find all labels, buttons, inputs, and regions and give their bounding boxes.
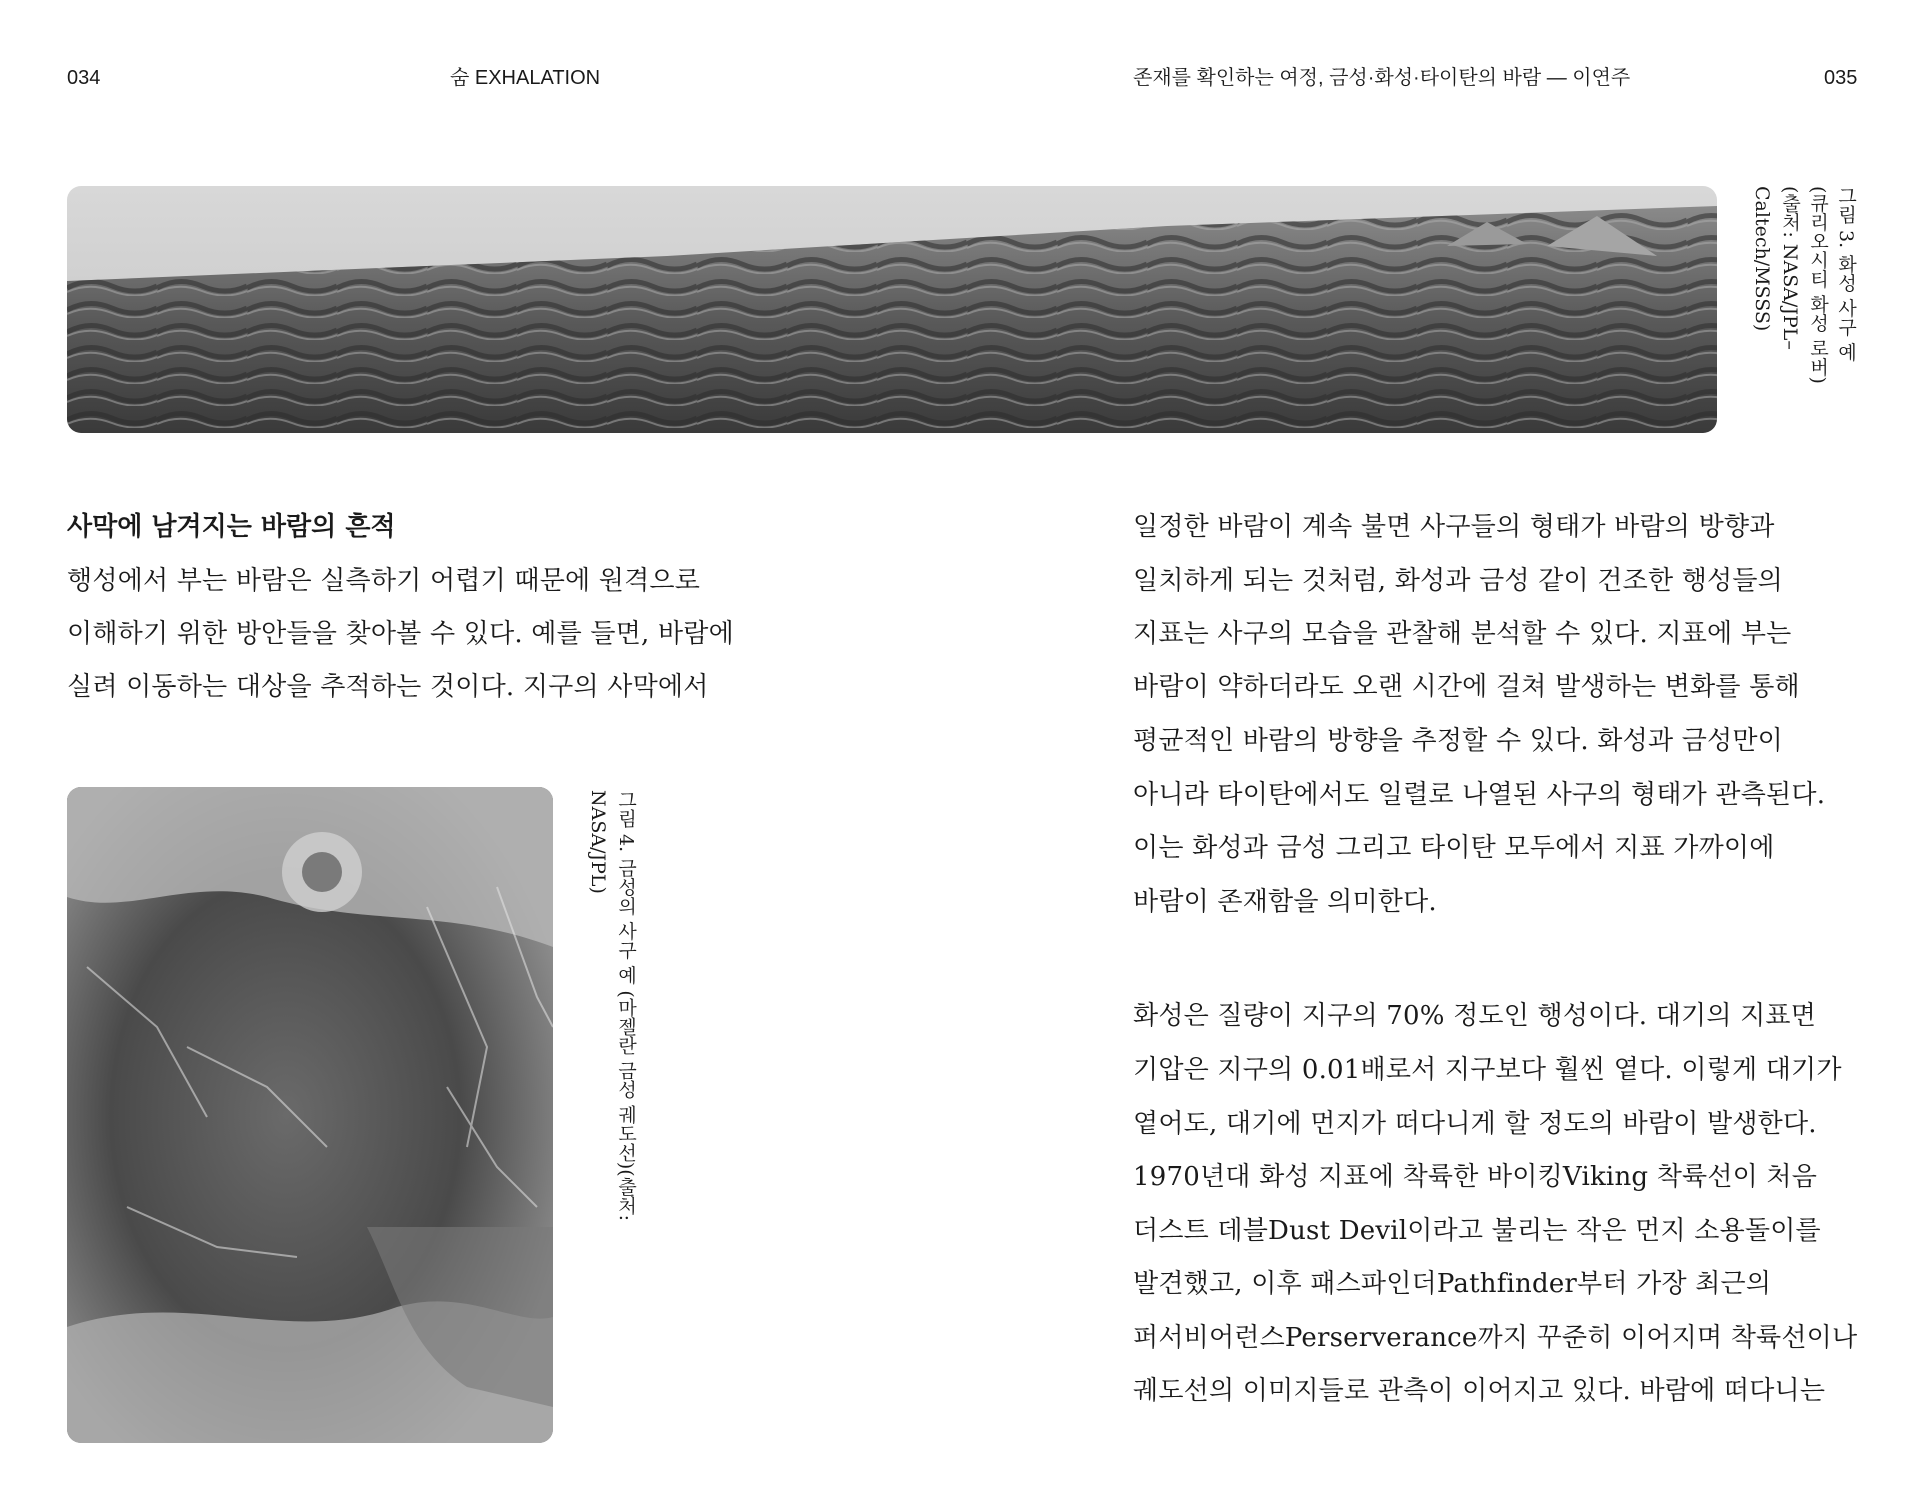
figure-3-caption-line-2: (큐리오시티 화성 로버) <box>1807 186 1829 384</box>
right-body-line: 지표는 사구의 모습을 관찰해 분석할 수 있다. 지표에 부는 <box>1133 619 1792 649</box>
right-body-line: 바람이 존재함을 의미한다. <box>1133 887 1437 917</box>
right-running-title: 존재를 확인하는 여정, 금성·화성·타이탄의 바람 — 이연주 <box>1133 67 1631 89</box>
right-body-line: 발견했고, 이후 패스파인더Pathfinder부터 가장 최근의 <box>1133 1269 1772 1299</box>
right-body-line: 퍼서비어런스Perserverance까지 꾸준히 이어지며 착륙선이나 <box>1133 1323 1858 1353</box>
right-page-number: 035 <box>1824 67 1858 89</box>
right-body-line: 일정한 바람이 계속 불면 사구들의 형태가 바람의 방향과 <box>1133 512 1775 542</box>
left-page-number: 034 <box>67 67 101 89</box>
figure-3-caption-line-3: (출처: NASA/JPL– <box>1779 186 1801 350</box>
figure-4-caption: 그림 4. 금성의 사구 예 (마젤란 금성 궤도선)(출처: NASA/JPL) <box>587 790 637 1222</box>
right-body-line: 일치하게 되는 것처럼, 화성과 금성 같이 건조한 행성들의 <box>1133 566 1783 596</box>
venus-dunes-photo <box>67 787 553 1443</box>
right-body-line: 아니라 타이탄에서도 일렬로 나열된 사구의 형태가 관측된다. <box>1133 780 1826 810</box>
right-body-line: 궤도선의 이미지들로 관측이 이어지고 있다. 바람에 떠다니는 <box>1133 1376 1826 1406</box>
right-body-line: 이는 화성과 금성 그리고 타이탄 모두에서 지표 가까이에 <box>1133 833 1775 863</box>
left-body-line: 행성에서 부는 바람은 실측하기 어렵기 때문에 원격으로 <box>67 566 701 596</box>
left-body-line: 실려 이동하는 대상을 추적하는 것이다. 지구의 사막에서 <box>67 672 709 702</box>
figure-3-caption <box>1748 186 1860 386</box>
right-body-line: 옅어도, 대기에 먼지가 떠다니게 할 정도의 바람이 발생한다. <box>1133 1109 1817 1139</box>
section-heading: 사막에 남겨지는 바람의 흔적 <box>67 512 396 542</box>
right-body-line: 1970년대 화성 지표에 착륙한 바이킹Viking 착륙선이 처음 <box>1133 1162 1818 1192</box>
left-running-title: 숨 EXHALATION <box>450 67 601 89</box>
right-body-line: 평균적인 바람의 방향을 추정할 수 있다. 화성과 금성만이 <box>1133 726 1783 756</box>
right-body-line: 기압은 지구의 0.01배로서 지구보다 훨씬 옅다. 이렇게 대기가 <box>1133 1055 1842 1085</box>
left-body-line: 이해하기 위한 방안들을 찾아볼 수 있다. 예를 들면, 바람에 <box>67 619 734 649</box>
mars-dunes-photo <box>67 186 1717 433</box>
right-body-line: 더스트 데블Dust Devil이라고 불리는 작은 먼지 소용돌이를 <box>1133 1216 1821 1246</box>
right-body-line: 바람이 약하더라도 오랜 시간에 걸쳐 발생하는 변화를 통해 <box>1133 672 1800 702</box>
figure-3-caption-line-1: 그림 3. 화성 사구 예 <box>1835 186 1857 362</box>
figure-3-caption-line-4: Caltech/MSSS) <box>1751 186 1773 332</box>
right-body-line: 화성은 질량이 지구의 70% 정도인 행성이다. 대기의 지표면 <box>1133 1001 1817 1031</box>
